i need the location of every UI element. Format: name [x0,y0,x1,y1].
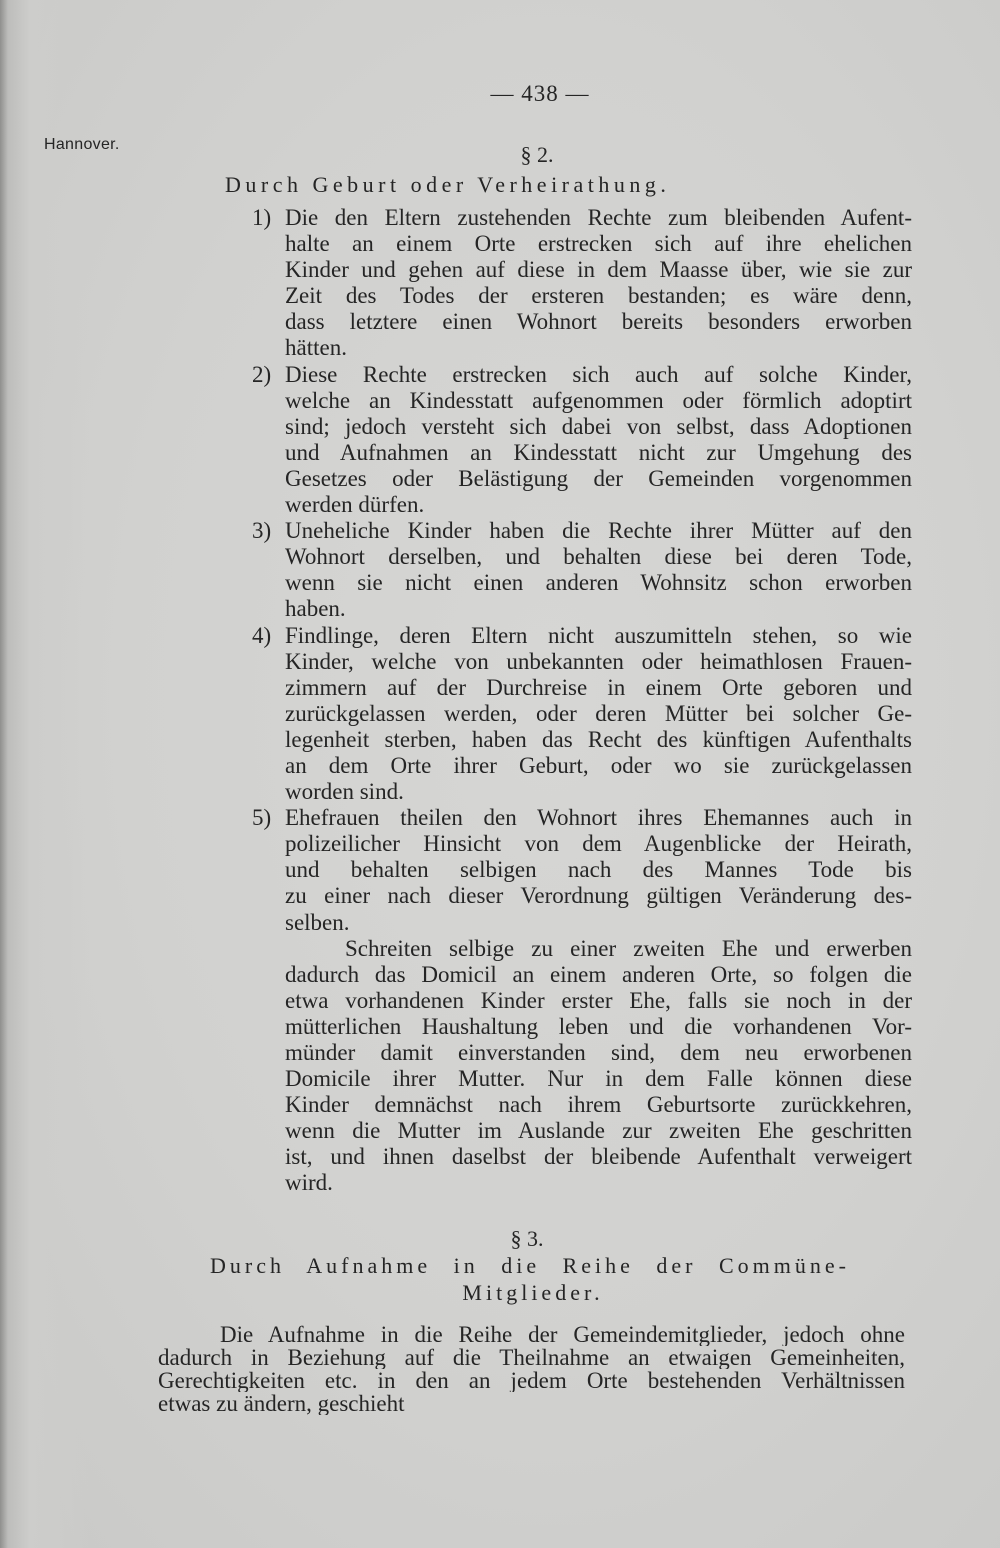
item-number: 3) [252,518,272,544]
text-line: Domicile ihrer Mutter. Nur in dem Falle können diese [285,1066,912,1092]
text-line: zimmern auf der Durchreise in einem Orte geboren und [285,674,912,700]
text-line: Schreiten selbige zu einer zweiten Ehe und erwerben [345,935,912,961]
text-line: Zeit des Todes der ersteren bestanden; es wäre denn, [285,283,912,309]
list-item [252,805,912,935]
section-symbol: § 3. [510,1226,544,1251]
text-line: Uneheliche Kinder haben die Rechte ihrer Mütter auf den [285,518,912,544]
text-line: wird. [285,1170,333,1196]
heading-line: Mitglieder. [462,1280,604,1305]
list-item [252,361,912,519]
text-line: etwa vorhandenen Kinder erster Ehe, falls sie noch in der [285,987,912,1013]
text-line: Findlinge, deren Eltern nicht auszumitteln stehen, so wie [285,622,912,648]
text-line: Die Aufnahme in die Reihe der Gemeindemitglieder, jedoch ohne [220,1323,905,1346]
text-line: Die den Eltern zustehenden Rechte zum bleibenden Aufent- [285,205,912,230]
text-line: sind; jedoch versteht sich dabei von selbst, dass Adoptionen [285,413,912,439]
section-heading [210,1252,850,1306]
text-line: worden sind. [285,779,404,805]
text-line: Kinder, welche von unbekannten oder heimathlosen Frauen- [285,648,912,674]
continuation-paragraph [285,936,912,1197]
text-line: dass letztere einen Wohnort bereits besonders erworben [285,309,912,335]
page-number: — 438 — [490,81,590,106]
text-line: Gerechtigkeiten etc. in den an jedem Orte bestehenden Verhältnissen [158,1369,905,1392]
text-line: dadurch in Beziehung auf die Theilnahme an etwaigen Gemeinheiten, [158,1346,905,1369]
text-line: welche an Kindesstatt aufgenommen oder förmlich adoptirt [285,387,912,413]
section-symbol: § 2. [520,142,554,167]
item-number: 4) [252,622,272,648]
text-line: Kinder demnächst nach ihrem Geburtsorte zurückkehren, [285,1092,912,1118]
text-line: polizeilicher Hinsicht von dem Augenblicke der Heirath, [285,831,912,857]
text-line: haben. [285,596,346,622]
text-line: halte an einem Orte erstrecken sich auf ihre ehelichen [285,231,912,257]
section-3-paragraph [158,1323,905,1415]
text-line: selben. [285,909,350,935]
section-heading: Durch Geburt oder Verheirathung. [225,172,671,197]
text-line: Gesetzes oder Belästigung der Gemeinden vorgenommen [285,465,912,491]
text-line: werden dürfen. [285,492,425,518]
text-line: wenn sie nicht einen anderen Wohnsitz schon erworben [285,570,912,596]
text-line: und Aufnahmen an Kindesstatt nicht zur Umgehung des [285,439,912,465]
text-line: Kinder und gehen auf diese in dem Maasse über, wie sie zur [285,257,912,283]
text-line: zu einer nach dieser Verordnung gültigen Veränderung des- [285,883,912,909]
text-line: hätten. [285,335,347,361]
text-line: dadurch das Domicil an einem anderen Orte, so folgen die [285,961,912,987]
text-line: ist, und ihnen daselbst der bleibende Aufenthalt verweigert [285,1144,912,1170]
text-line: Diese Rechte erstrecken sich auch auf solche Kinder, [285,361,912,387]
item-number: 5) [252,805,272,831]
text-line: Ehefrauen theilen den Wohnort ihres Ehemannes auch in [285,805,912,831]
text-line: wenn die Mutter im Auslande zur zweiten Ehe geschritten [285,1118,912,1144]
margin-note: Hannover. [44,136,120,153]
section-2-body [252,205,912,1197]
text-line: zurückgelassen werden, oder deren Mütter bei solcher Ge- [285,700,912,726]
text-line: mütterlichen Haushaltung leben und die vorhandenen Vor- [285,1013,912,1039]
text-line: legenheit sterben, haben das Recht des künftigen Aufenthalts [285,726,912,752]
item-number: 1) [252,205,272,230]
heading-line: Durch Aufnahme in die Reihe der Commüne- [210,1253,850,1278]
text-line: und behalten selbigen nach des Mannes Tode bis [285,857,912,883]
list-item [252,205,912,362]
text-line: Wohnort derselben, und behalten diese bei deren Tode, [285,544,912,570]
list-item [252,518,912,622]
item-number: 2) [252,361,272,387]
text-line: etwas zu ändern, geschieht [158,1392,405,1415]
text-line: an dem Orte ihrer Geburt, oder wo sie zurückgelassen [285,752,912,778]
text-line: münder damit einverstanden sind, dem neu erworbenen [285,1040,912,1065]
list-item [252,622,912,806]
